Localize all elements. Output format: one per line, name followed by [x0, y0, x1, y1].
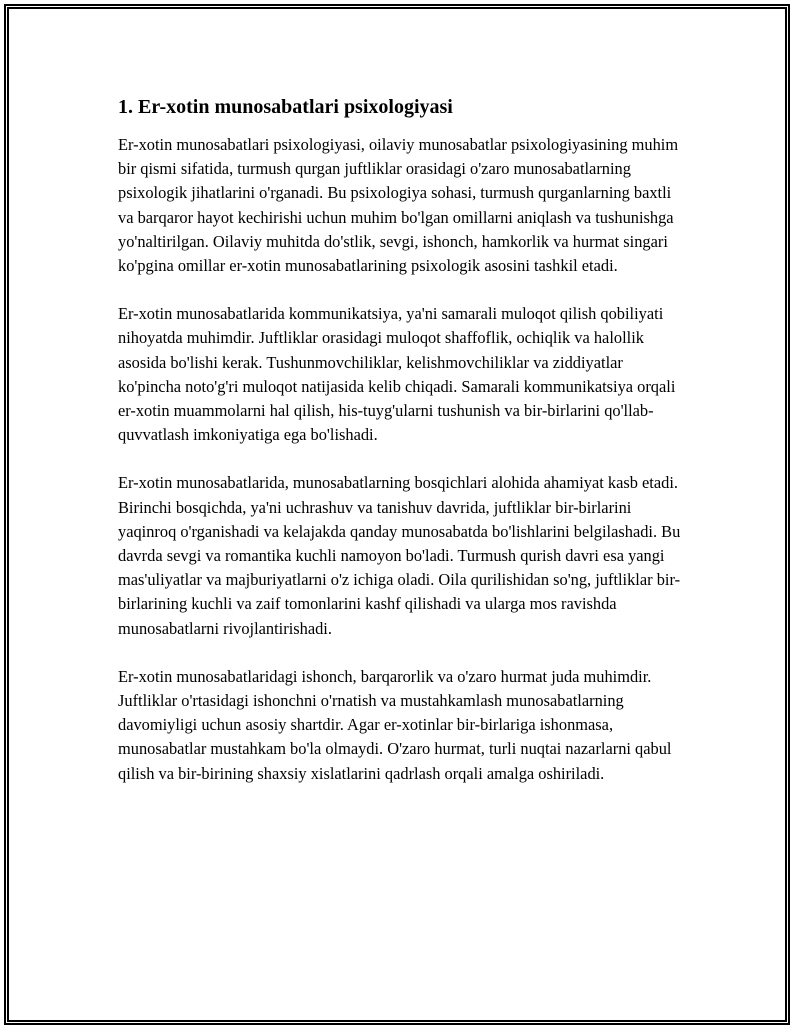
- paragraph-3: Er-xotin munosabatlarida, munosabatlarning bosqichlari alohida ahamiyat kasb etadi. Birinchi bosqichda, ya'ni uchrashuv va tanishuv davrida, juftliklar bir-birlarini yaqinroq o'rganishadi va kelajakda qanday munosabatda bo'lishlarini belgilashadi. Bu davrda sevgi va romantika kuchli namoyon bo'ladi. Turmush qurish davri esa yangi mas'uliyatlar va majburiyatlarni o'z ichiga oladi. Oila qurilishidan so'ng, juftliklar bir-birlarining kuchli va zaif tomonlarini kashf qilishadi va ularga mos ravishda munosabatlarni rivojlantirishadi.: [118, 473, 681, 638]
- section-heading: 1. Er-xotin munosabatlari psixologiyasi: [118, 96, 453, 118]
- paragraph-2: Er-xotin munosabatlarida kommunikatsiya, ya'ni samarali muloqot qilish qobiliyati nihoyatda muhimdir. Juftliklar orasidagi muloqot shaffoflik, ochiqlik va halollik asosida bo'lishi kerak. Tushunmovchiliklar, kelishmovchiliklar va ziddiyatlar ko'pincha noto'g'ri muloqot natijasida kelib chiqadi. Samarali kommunikatsiya orqali er-xotin muammolarni hal qilish, his-tuyg'ularni tushunish va bir-birlarini qo'llab-quvvatlash imkoniyatiga ega bo'lishadi.: [118, 304, 676, 445]
- paragraph-1: Er-xotin munosabatlari psixologiyasi, oilaviy munosabatlar psixologiyasining muhim bir qismi sifatida, turmush qurgan juftliklar orasidagi o'zaro munosabatlarning psixologik jihatlarini o'rganadi. Bu psixologiya sohasi, turmush qurganlarning baxtli va barqaror hayot kechirishi uchun muhim bo'lgan omillarni aniqlash va tushunishga yo'naltirilgan. Oilaviy muhitda do'stlik, sevgi, ishonch, hamkorlik va hurmat singari ko'pgina omillar er-xotin munosabatlarining psixologik asosini tashkil etadi.: [118, 135, 679, 276]
- paragraph-4: Er-xotin munosabatlaridagi ishonch, barqarorlik va o'zaro hurmat juda muhimdir. Juftliklar o'rtasidagi ishonchni o'rnatish va mustahkamlash munosabatlarning davomiyligi uchun asosiy shartdir. Agar er-xotinlar bir-birlariga ishonmasa, munosabatlar mustahkam bo'la olmaydi. O'zaro hurmat, turli nuqtai nazarlarni qabul qilish va bir-birining shaxsiy xislatlarini qadrlash orqali amalga oshiriladi.: [118, 666, 672, 783]
- document-body: [118, 94, 688, 810]
